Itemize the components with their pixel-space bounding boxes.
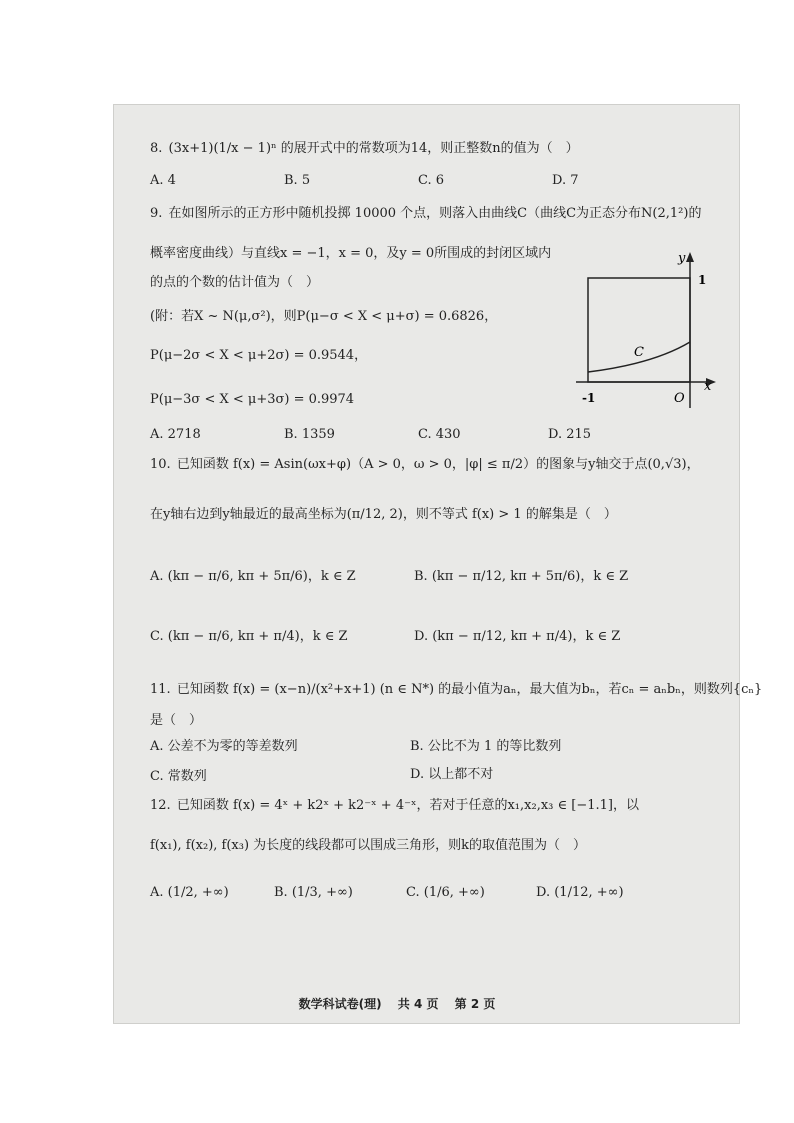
x-label: x	[704, 379, 712, 394]
q11-option-d: D. 以上都不对	[410, 767, 494, 782]
question-text: 已知函数 f(x) = (x−n)/(x²+x+1) (n ∈ N*) 的最小值为aₙ，最大值为bₙ，若cₙ = aₙbₙ，则数列{cₙ}	[176, 682, 763, 697]
q9-option-d: D. 215	[548, 427, 592, 442]
question-number: 9.	[150, 206, 163, 221]
question-11-line2: 是（ ）	[150, 713, 203, 728]
question-11-line1	[150, 681, 762, 699]
footer-page-number: 第 2 页	[454, 997, 496, 1011]
question-8-stem	[150, 140, 579, 158]
question-9-hint3: P(μ−3σ < X < μ+3σ) = 0.9974	[150, 392, 355, 407]
question-number: 10.	[150, 457, 171, 472]
label-curve: C	[634, 345, 644, 360]
square	[588, 278, 690, 382]
q10-option-b: B. (kπ − π/12, kπ + 5π/6)，k ∈ Z	[414, 569, 629, 584]
q8-option-c: C. 6	[418, 173, 445, 188]
q9-option-a: A. 2718	[150, 427, 201, 442]
question-9-line1	[150, 205, 701, 223]
page-footer	[0, 995, 794, 1012]
y-label: y	[678, 251, 686, 266]
q12-option-d: D. (1/12, +∞)	[536, 885, 624, 900]
question-12-line2: f(x₁), f(x₂), f(x₃) 为长度的线段都可以围成三角形，则k的取值范围为（ ）	[150, 838, 587, 853]
question-9-line3: 的点的个数的估计值为（ ）	[150, 275, 320, 290]
question-10-line1	[150, 456, 700, 474]
q11-option-b: B. 公比不为 1 的等比数列	[410, 739, 562, 754]
q9-option-b: B. 1359	[284, 427, 335, 442]
q10-option-c: C. (kπ − π/6, kπ + π/4)，k ∈ Z	[150, 629, 348, 644]
q11-option-a: A. 公差不为零的等差数列	[150, 739, 298, 754]
question-text: (3x+1)(1/x − 1)ⁿ 的展开式中的常数项为14，则正整数n的值为（ ）	[168, 141, 579, 156]
q10-option-a: A. (kπ − π/6, kπ + 5π/6)，k ∈ Z	[150, 569, 356, 584]
footer-subject: 数学科试卷(理)	[298, 997, 382, 1011]
q9-option-c: C. 430	[418, 427, 461, 442]
q8-option-a: A. 4	[150, 173, 176, 188]
question-number: 12.	[150, 798, 171, 813]
q11-option-c: C. 常数列	[150, 769, 207, 784]
question-9-hint1: (附：若X ~ N(μ,σ²)，则P(μ−σ < X < μ+σ) = 0.6826，	[150, 309, 498, 324]
question-12-line1	[150, 797, 639, 815]
q12-option-b: B. (1/3, +∞)	[274, 885, 353, 900]
q9-figure	[570, 250, 730, 410]
q8-option-d: D. 7	[552, 173, 579, 188]
question-text: 已知函数 f(x) = 4ˣ + k2ˣ + k2⁻ˣ + 4⁻ˣ，若对于任意的x₁,x₂,x₃ ∈ [−1.1]，以	[176, 798, 639, 813]
question-9-hint2: P(μ−2σ < X < μ+2σ) = 0.9544，	[150, 348, 368, 363]
label-origin: O	[674, 391, 685, 406]
question-text: 已知函数 f(x) = Asin(ωx+φ)（A > 0，ω > 0，|φ| ≤ π/2）的图象与y轴交于点(0,√3)，	[176, 457, 700, 472]
question-10-line2: 在y轴右边到y轴最近的最高坐标为(π/12, 2)，则不等式 f(x) > 1 的解集是（ ）	[150, 507, 617, 522]
label-minus-one: -1	[582, 391, 596, 405]
footer-total-pages: 共 4 页	[397, 997, 439, 1011]
y-axis-arrow	[686, 252, 694, 262]
question-text: 在如图所示的正方形中随机投掷 10000 个点，则落入由曲线C（曲线C为正态分布N(2,1²)的	[168, 206, 702, 221]
q8-option-b: B. 5	[284, 173, 311, 188]
question-number: 8.	[150, 141, 163, 156]
q12-option-a: A. (1/2, +∞)	[150, 885, 229, 900]
question-number: 11.	[150, 682, 171, 697]
q10-option-d: D. (kπ − π/12, kπ + π/4)，k ∈ Z	[414, 629, 621, 644]
label-one: 1	[698, 273, 707, 287]
q12-option-c: C. (1/6, +∞)	[406, 885, 485, 900]
question-9-line2: 概率密度曲线）与直线x = −1，x = 0，及y = 0所围成的封闭区域内	[150, 246, 552, 261]
